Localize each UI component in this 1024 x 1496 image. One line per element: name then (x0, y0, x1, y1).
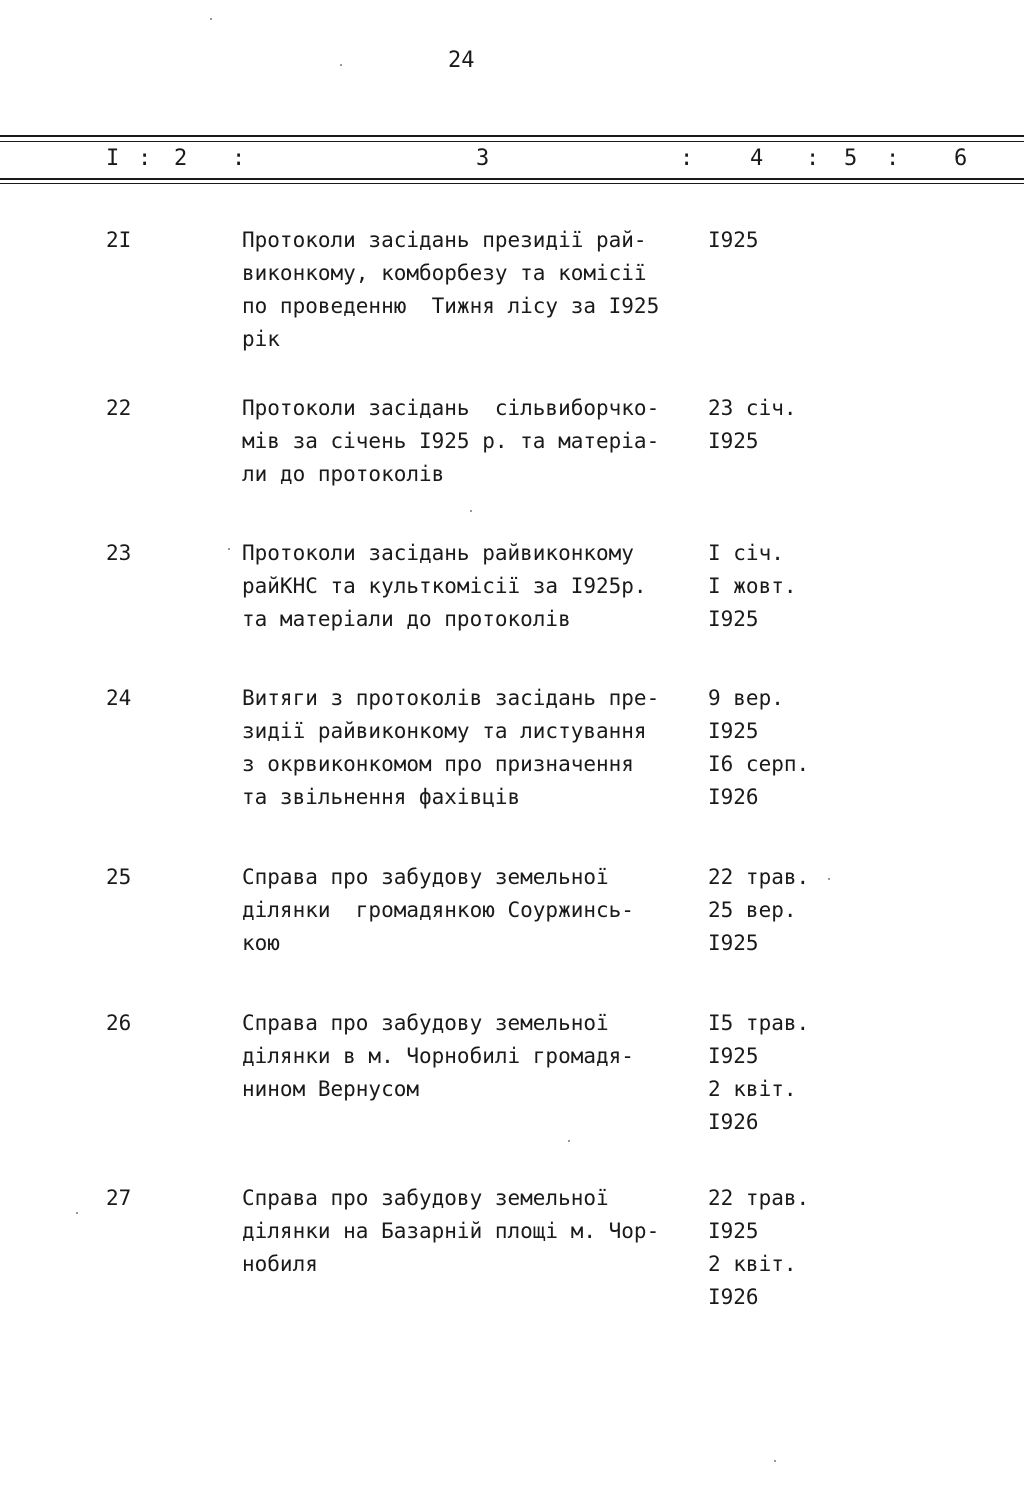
record-dates (708, 682, 858, 814)
scan-speck (774, 1460, 776, 1462)
scan-speck (340, 64, 342, 66)
record-title-line: мів за січень I925 р. та матеріа- (242, 429, 660, 453)
header-rule-top (0, 135, 1024, 137)
record-title-line: нобиля (242, 1252, 318, 1276)
record-date-line: 25 вер. (708, 898, 797, 922)
record-title-line: по проведенню Тижня лісу за I925 (242, 294, 660, 318)
record-date-line: I925 (708, 607, 759, 631)
record-title-line: Справа про забудову земельної (242, 865, 609, 889)
record-date-line: I925 (708, 429, 759, 453)
record-date-line: I жовт. (708, 574, 797, 598)
record-title-line: Витяги з протоколів засідань пре- (242, 686, 660, 710)
record-title-line: виконкому, комборбезу та комісії (242, 261, 647, 285)
record-number: 25 (106, 865, 132, 889)
record-title-line: Справа про забудову земельної (242, 1011, 609, 1035)
scan-speck (470, 510, 472, 512)
record-title (242, 1182, 702, 1281)
record-title-line: ділянки в м. Чорнобилі громадя- (242, 1044, 634, 1068)
record-date-line: I926 (708, 1110, 759, 1134)
record-title-line: з окрвиконкомом про призначення (242, 752, 634, 776)
record-number: 24 (106, 686, 132, 710)
record-date-line: 9 вер. (708, 686, 784, 710)
column-header-separator: : (886, 146, 900, 171)
record-title-line: Протоколи засідань президії рай- (242, 228, 647, 252)
record-date-line: 22 трав. (708, 1186, 810, 1210)
scan-speck (568, 1140, 570, 1142)
record-title-line: ли до протоколів (242, 462, 445, 486)
record-title (242, 537, 702, 636)
column-header-4: 4 (750, 146, 764, 171)
record-title-line: рік (242, 327, 280, 351)
record-date-line: I925 (708, 931, 759, 955)
record-title-line: нином Вернусом (242, 1077, 420, 1101)
record-dates (708, 224, 858, 257)
column-header-2: 2 (174, 146, 188, 171)
record-title-line: ділянки громадянкою Соуржинсь- (242, 898, 634, 922)
header-rule-bottom-thin (0, 183, 1024, 184)
record-title-line: Протоколи засідань райвиконкому (242, 541, 634, 565)
record-date-line: 2 квіт. (708, 1077, 797, 1101)
record-dates (708, 392, 858, 458)
record-date-line: 23 січ. (708, 396, 797, 420)
scan-speck (828, 878, 830, 880)
record-number: 27 (106, 1186, 132, 1210)
record-title (242, 224, 702, 356)
record-date-line: I січ. (708, 541, 784, 565)
page-number: 24 (448, 48, 475, 73)
scan-speck (210, 18, 212, 20)
column-header-separator: : (680, 146, 694, 171)
record-title-line: ділянки на Базарній площі м. Чор- (242, 1219, 660, 1243)
record-date-line: I925 (708, 719, 759, 743)
record-number: 22 (106, 396, 132, 420)
record-date-line: I925 (708, 228, 759, 252)
column-header-separator: : (806, 146, 820, 171)
record-title-line: Справа про забудову земельної (242, 1186, 609, 1210)
record-dates (708, 537, 858, 636)
column-header-1: I (106, 146, 120, 171)
scan-speck (76, 1212, 78, 1214)
column-header-3: 3 (476, 146, 490, 171)
record-title (242, 392, 702, 491)
record-title (242, 1007, 702, 1106)
record-title-line: та звільнення фахівців (242, 785, 521, 809)
record-number: 23 (106, 541, 132, 565)
record-date-line: I5 трав. (708, 1011, 810, 1035)
record-number: 2I (106, 228, 132, 252)
scan-speck (228, 548, 230, 550)
record-date-line: 2 квіт. (708, 1252, 797, 1276)
record-title-line: зидії райвиконкому та листування (242, 719, 647, 743)
record-number: 26 (106, 1011, 132, 1035)
record-title-line: Протоколи засідань сільвиборчко- (242, 396, 660, 420)
record-dates (708, 1007, 858, 1139)
record-date-line: I925 (708, 1219, 759, 1243)
record-date-line: 22 трав. (708, 865, 810, 889)
record-date-line: I926 (708, 785, 759, 809)
header-rule-bottom (0, 178, 1024, 180)
record-title-line: райКНС та культкомісії за I925р. (242, 574, 647, 598)
record-title (242, 861, 702, 960)
header-rule-top-thin (0, 141, 1024, 142)
column-header-5: 5 (844, 146, 858, 171)
column-header-separator: : (138, 146, 152, 171)
record-title-line: та матеріали до протоколів (242, 607, 571, 631)
column-header-6: 6 (954, 146, 968, 171)
column-header-separator: : (232, 146, 246, 171)
record-date-line: I926 (708, 1285, 759, 1309)
record-date-line: I6 серп. (708, 752, 810, 776)
record-title (242, 682, 702, 814)
record-title-line: кою (242, 931, 280, 955)
record-dates (708, 861, 858, 960)
record-dates (708, 1182, 858, 1314)
column-header-row (0, 146, 1024, 176)
record-date-line: I925 (708, 1044, 759, 1068)
